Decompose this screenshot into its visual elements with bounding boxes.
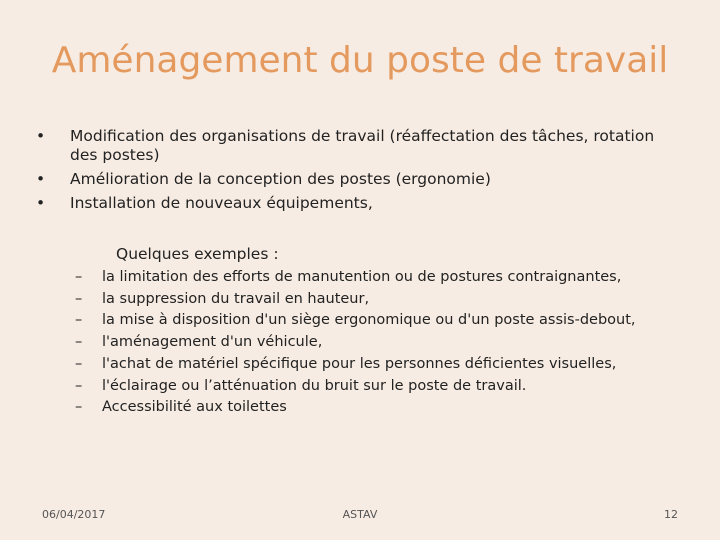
dash-icon: – <box>75 399 83 416</box>
dash-icon: – <box>75 334 83 351</box>
example-item <box>75 289 695 311</box>
footer-page-number: 12 <box>664 508 678 521</box>
dash-icon: – <box>75 377 83 394</box>
dash-icon: – <box>75 312 83 329</box>
footer-center-text: ASTAV <box>342 508 378 521</box>
footer-date: 06/04/2017 <box>42 508 106 521</box>
example-item <box>75 332 695 354</box>
dash-icon: – <box>75 269 83 285</box>
main-bullet-list <box>36 127 686 218</box>
bullet-icon: • <box>36 127 46 145</box>
dash-icon: – <box>75 290 83 307</box>
example-text: la suppression du travail en hauteur, <box>102 290 370 307</box>
bullet-item <box>36 170 686 189</box>
example-text: l'aménagement d'un véhicule, <box>102 334 323 351</box>
dash-icon: – <box>75 355 83 372</box>
slide-title: Aménagement du poste de travail <box>51 40 669 81</box>
example-item <box>75 397 695 419</box>
bullet-icon: • <box>36 170 46 188</box>
example-text: l'achat de matériel spécifique pour les personnes déficientes visuelles, <box>102 355 617 372</box>
examples-heading: Quelques exemples : <box>116 245 279 263</box>
bullet-item <box>36 127 686 165</box>
example-item <box>75 354 695 376</box>
example-text: la limitation des efforts de manutention ou de postures contraignantes, <box>102 269 622 285</box>
example-item <box>75 267 695 289</box>
example-text: la mise à disposition d'un siège ergonomique ou d'un poste assis-debout, <box>102 312 636 329</box>
example-item <box>75 376 695 398</box>
bullet-text: Modification des organisations de travail (réaffectation des tâches, rotation des postes) <box>70 127 655 164</box>
example-text: Accessibilité aux toilettes <box>102 399 287 416</box>
examples-list <box>75 267 695 419</box>
bullet-text: Amélioration de la conception des postes (ergonomie) <box>70 170 491 188</box>
bullet-icon: • <box>36 194 46 212</box>
example-item <box>75 310 695 332</box>
example-text: l'éclairage ou l’atténuation du bruit sur le poste de travail. <box>102 377 527 394</box>
bullet-text: Installation de nouveaux équipements, <box>70 194 373 212</box>
bullet-item <box>36 194 686 213</box>
